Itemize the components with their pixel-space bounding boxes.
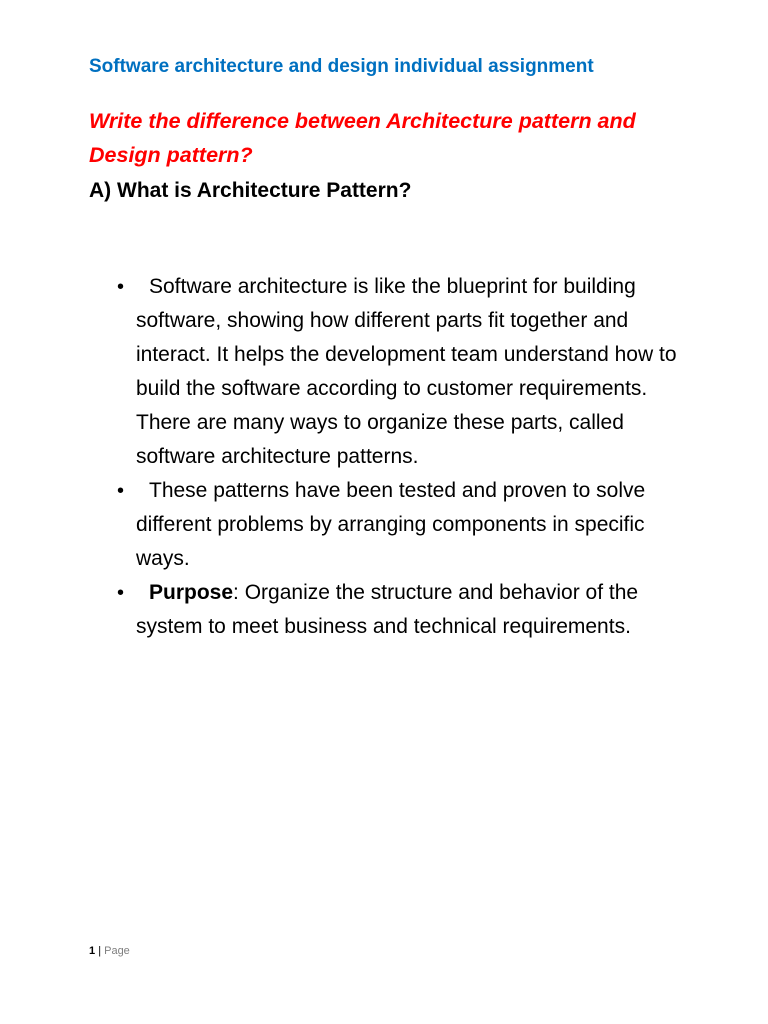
- footer-separator: |: [98, 945, 102, 957]
- section-heading: A) What is Architecture Pattern?: [89, 179, 412, 202]
- list-item: [0, 270, 768, 474]
- purpose-label: Purpose: [149, 581, 234, 604]
- document-title: Software architecture and design individual assignment: [89, 56, 594, 77]
- bullet-text: These patterns have been tested and proven to solve different problems by arranging components in specific ways.: [136, 479, 646, 570]
- assignment-question: Write the difference between Architecture pattern and Design pattern?: [89, 109, 636, 167]
- page-footer: [89, 943, 130, 959]
- list-item: [0, 474, 768, 576]
- bullet-list: [0, 270, 768, 644]
- list-item: [0, 576, 768, 644]
- bullet-text-purpose: [136, 576, 688, 644]
- bullet-text: Software architecture is like the blueprint for building software, showing how different parts fit together and interact. It helps the development team understand how to build the software according to customer requirements. There are many ways to organize these parts, called software architecture patterns.: [136, 275, 677, 468]
- bullet-icon: •: [117, 582, 125, 604]
- page-number: 1: [89, 945, 96, 957]
- bullet-icon: •: [117, 480, 125, 502]
- purpose-text: : Organize the structure and behavior of the system to meet business and technical requirements.: [136, 581, 639, 638]
- page-label: Page: [104, 945, 130, 957]
- bullet-icon: •: [117, 276, 125, 298]
